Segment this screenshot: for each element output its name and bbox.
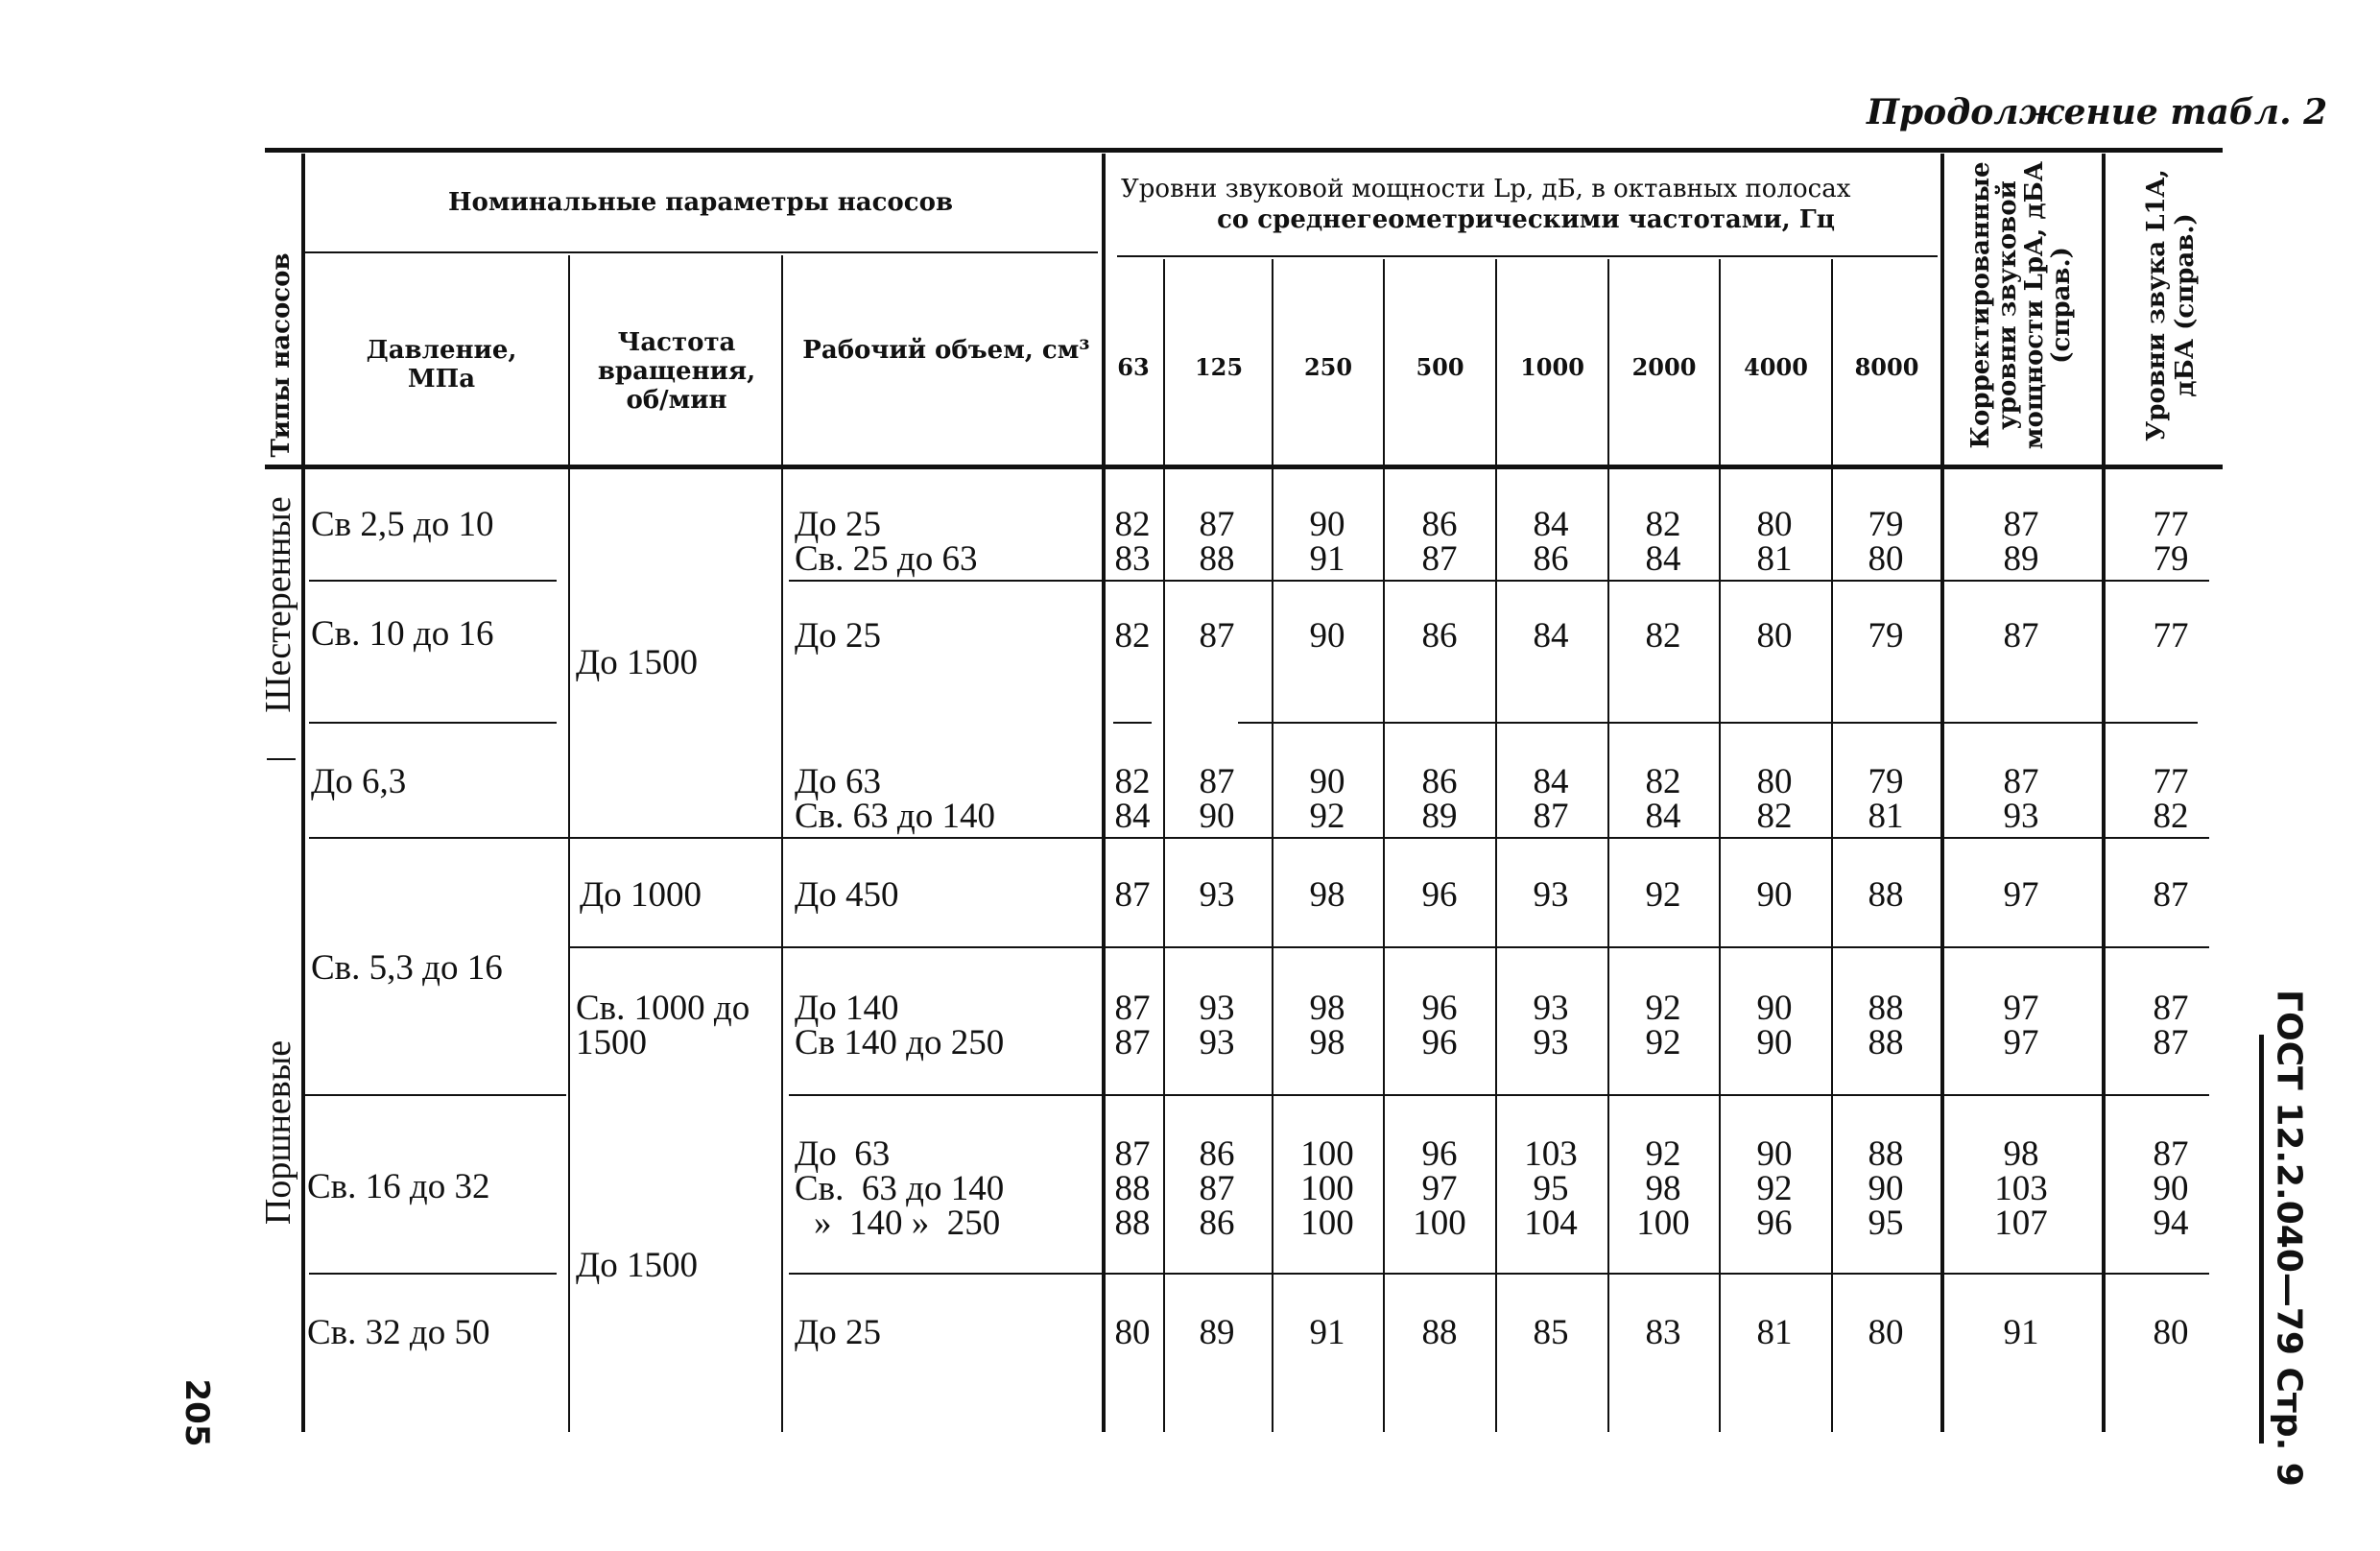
value-cell: 87 — [1421, 539, 1458, 579]
value-cell: 87 — [1199, 616, 1235, 656]
value-cell: 82 — [1114, 762, 1151, 801]
side-label: ГОСТ 12.2.040—79 Стр. 9 — [2269, 990, 2309, 1487]
value-cell: 86 — [1421, 762, 1458, 801]
value-cell: 87 — [2003, 616, 2039, 656]
value-cell: 96 — [1421, 989, 1458, 1028]
header-sound-level: Уровни звука L1A, дБА (справ.) — [2142, 169, 2200, 441]
value-cell: 87 — [1199, 1169, 1235, 1208]
header-power-levels-line1: Уровни звуковой мощности Lp, дБ, в октавных полосах — [1121, 175, 1851, 203]
freq-4000: 4000 — [1744, 353, 1808, 381]
freq-250: 250 — [1303, 353, 1353, 381]
header-speed: Частота вращения, об/мин — [597, 328, 756, 415]
value-cell: 86 — [1421, 616, 1458, 656]
value-cell: 95 — [1533, 1169, 1569, 1208]
value-cell: 91 — [2003, 1313, 2039, 1352]
pressure-cell: Св. 32 до 50 — [307, 1313, 490, 1352]
value-cell: 93 — [2003, 797, 2039, 836]
value-cell: 92 — [1645, 875, 1681, 915]
value-cell: 93 — [1199, 875, 1235, 915]
volume-cell: Св 140 до 250 — [795, 1023, 1005, 1062]
header-pump-types: Типы насосов — [267, 252, 296, 458]
value-cell: 88 — [1114, 1204, 1151, 1243]
value-cell: 100 — [1300, 1169, 1354, 1208]
value-cell: 88 — [1199, 539, 1235, 579]
value-cell: 82 — [1114, 616, 1151, 656]
value-cell: 80 — [1756, 505, 1793, 544]
page-number: 205 — [178, 1378, 216, 1447]
freq-500: 500 — [1416, 353, 1464, 381]
value-cell: 97 — [1421, 1169, 1458, 1208]
value-cell: 77 — [2153, 505, 2189, 544]
header-power-levels-line2: со среднегеометрическими частотами, Гц — [1217, 205, 1835, 234]
value-cell: 92 — [1309, 797, 1345, 836]
value-cell: 100 — [1300, 1204, 1354, 1243]
value-cell: 90 — [1309, 505, 1345, 544]
value-cell: 90 — [2153, 1169, 2189, 1208]
value-cell: 103 — [1994, 1169, 2048, 1208]
value-cell: 80 — [1756, 616, 1793, 656]
value-cell: 84 — [1533, 505, 1569, 544]
value-cell: 82 — [1114, 505, 1151, 544]
volume-cell: Св. 63 до 140 — [795, 1169, 1005, 1208]
pressure-cell: Св. 16 до 32 — [307, 1167, 490, 1206]
value-cell: 88 — [1868, 989, 1904, 1028]
value-cell: 82 — [1756, 797, 1793, 836]
value-cell: 87 — [2153, 1134, 2189, 1174]
value-cell: 89 — [2003, 539, 2039, 579]
volume-cell: До 25 — [795, 616, 881, 656]
volume-cell: До 63 — [795, 1134, 891, 1174]
speed-cell: Св. 1000 до — [576, 989, 750, 1028]
volume-cell: До 63 — [795, 762, 881, 801]
speed-cell: До 1500 — [576, 1246, 698, 1285]
value-cell: 91 — [1309, 539, 1345, 579]
value-cell: 90 — [1199, 797, 1235, 836]
value-cell: 93 — [1199, 1023, 1235, 1062]
page-title: Продолжение табл. 2 — [1867, 92, 2328, 132]
freq-63: 63 — [1117, 353, 1150, 381]
value-cell: 98 — [2003, 1134, 2039, 1174]
value-cell: 98 — [1309, 1023, 1345, 1062]
value-cell: 79 — [1868, 762, 1904, 801]
value-cell: 87 — [1114, 875, 1151, 915]
volume-cell: » 140 » 250 — [814, 1204, 1001, 1243]
value-cell: 87 — [2153, 875, 2189, 915]
value-cell: 98 — [1645, 1169, 1681, 1208]
value-cell: 85 — [1533, 1313, 1569, 1352]
freq-8000: 8000 — [1854, 353, 1919, 381]
freq-1000: 1000 — [1520, 353, 1584, 381]
header-nominal-params: Номинальные параметры насосов — [447, 188, 954, 217]
value-cell: 81 — [1756, 1313, 1793, 1352]
header-pressure: Давление, МПа — [366, 336, 517, 394]
value-cell: 92 — [1756, 1169, 1793, 1208]
freq-125: 125 — [1194, 353, 1244, 381]
value-cell: 89 — [1421, 797, 1458, 836]
value-cell: 92 — [1645, 1134, 1681, 1174]
value-cell: 88 — [1868, 1023, 1904, 1062]
value-cell: 97 — [2003, 1023, 2039, 1062]
value-cell: 86 — [1533, 539, 1569, 579]
value-cell: 81 — [1756, 539, 1793, 579]
pressure-cell: Св. 10 до 16 — [311, 614, 494, 654]
value-cell: 84 — [1645, 797, 1681, 836]
value-cell: 91 — [1309, 1313, 1345, 1352]
side-label-bar — [2259, 1035, 2264, 1444]
volume-cell: До 140 — [795, 989, 899, 1028]
volume-cell: До 450 — [795, 875, 899, 915]
value-cell: 86 — [1199, 1134, 1235, 1174]
value-cell: 97 — [2003, 875, 2039, 915]
header-volume: Рабочий объем, см³ — [802, 336, 1090, 365]
group-gear-label: Шестеренные — [258, 496, 298, 713]
value-cell: 90 — [1309, 616, 1345, 656]
value-cell: 80 — [1756, 762, 1793, 801]
value-cell: 90 — [1756, 1023, 1793, 1062]
value-cell: 96 — [1421, 875, 1458, 915]
group-piston-label: Поршневые — [258, 1039, 298, 1226]
value-cell: 95 — [1868, 1204, 1904, 1243]
value-cell: 87 — [1114, 1023, 1151, 1062]
value-cell: 100 — [1300, 1134, 1354, 1174]
value-cell: 84 — [1114, 797, 1151, 836]
value-cell: 90 — [1309, 762, 1345, 801]
value-cell: 92 — [1645, 989, 1681, 1028]
speed-cell: До 1000 — [580, 875, 702, 915]
value-cell: 98 — [1309, 875, 1345, 915]
value-cell: 87 — [1199, 505, 1235, 544]
value-cell: 90 — [1868, 1169, 1904, 1208]
value-cell: 84 — [1645, 539, 1681, 579]
speed-cell: До 1500 — [576, 643, 698, 682]
value-cell: 104 — [1524, 1204, 1578, 1243]
value-cell: 96 — [1421, 1134, 1458, 1174]
value-cell: 82 — [1645, 505, 1681, 544]
value-cell: 80 — [1868, 539, 1904, 579]
freq-2000: 2000 — [1631, 353, 1697, 381]
value-cell: 77 — [2153, 616, 2189, 656]
value-cell: 93 — [1533, 1023, 1569, 1062]
pressure-cell: Св. 5,3 до 16 — [311, 948, 503, 988]
value-cell: 79 — [1868, 616, 1904, 656]
value-cell: 93 — [1199, 989, 1235, 1028]
volume-cell: Св. 25 до 63 — [795, 539, 978, 579]
value-cell: 87 — [2003, 762, 2039, 801]
value-cell: 77 — [2153, 762, 2189, 801]
value-cell: 89 — [1199, 1313, 1235, 1352]
value-cell: 87 — [1114, 989, 1151, 1028]
value-cell: 94 — [2153, 1204, 2189, 1243]
value-cell: 90 — [1756, 989, 1793, 1028]
volume-cell: До 25 — [795, 1313, 881, 1352]
value-cell: 87 — [2153, 989, 2189, 1028]
value-cell: 86 — [1421, 505, 1458, 544]
value-cell: 88 — [1868, 875, 1904, 915]
value-cell: 87 — [1199, 762, 1235, 801]
value-cell: 87 — [2153, 1023, 2189, 1062]
value-cell: 84 — [1533, 762, 1569, 801]
value-cell: 88 — [1868, 1134, 1904, 1174]
value-cell: 92 — [1645, 1023, 1681, 1062]
value-cell: 86 — [1199, 1204, 1235, 1243]
value-cell: 82 — [2153, 797, 2189, 836]
value-cell: 80 — [1114, 1313, 1151, 1352]
value-cell: 98 — [1309, 989, 1345, 1028]
value-cell: 82 — [1645, 616, 1681, 656]
speed-cell: 1500 — [576, 1023, 647, 1062]
volume-cell: Св. 63 до 140 — [795, 797, 995, 836]
value-cell: 87 — [1114, 1134, 1151, 1174]
value-cell: 93 — [1533, 989, 1569, 1028]
header-corrected-levels: Корректированные уровни звуковой мощности LpA, дБА (справ.) — [1966, 160, 2076, 450]
value-cell: 80 — [2153, 1313, 2189, 1352]
value-cell: 88 — [1114, 1169, 1151, 1208]
value-cell: 103 — [1524, 1134, 1578, 1174]
value-cell: 87 — [1533, 797, 1569, 836]
value-cell: 81 — [1868, 797, 1904, 836]
value-cell: 82 — [1645, 762, 1681, 801]
value-cell: 88 — [1421, 1313, 1458, 1352]
value-cell: 97 — [2003, 989, 2039, 1028]
pressure-cell: Св 2,5 до 10 — [311, 505, 494, 544]
value-cell: 79 — [2153, 539, 2189, 579]
value-cell: 90 — [1756, 875, 1793, 915]
value-cell: 100 — [1413, 1204, 1466, 1243]
value-cell: 80 — [1868, 1313, 1904, 1352]
value-cell: 96 — [1421, 1023, 1458, 1062]
value-cell: 83 — [1645, 1313, 1681, 1352]
pressure-cell: До 6,3 — [311, 762, 407, 801]
value-cell: 84 — [1533, 616, 1569, 656]
value-cell: 79 — [1868, 505, 1904, 544]
value-cell: 83 — [1114, 539, 1151, 579]
value-cell: 87 — [2003, 505, 2039, 544]
value-cell: 96 — [1756, 1204, 1793, 1243]
value-cell: 107 — [1994, 1204, 2048, 1243]
value-cell: 90 — [1756, 1134, 1793, 1174]
volume-cell: До 25 — [795, 505, 881, 544]
value-cell: 93 — [1533, 875, 1569, 915]
value-cell: 100 — [1636, 1204, 1690, 1243]
